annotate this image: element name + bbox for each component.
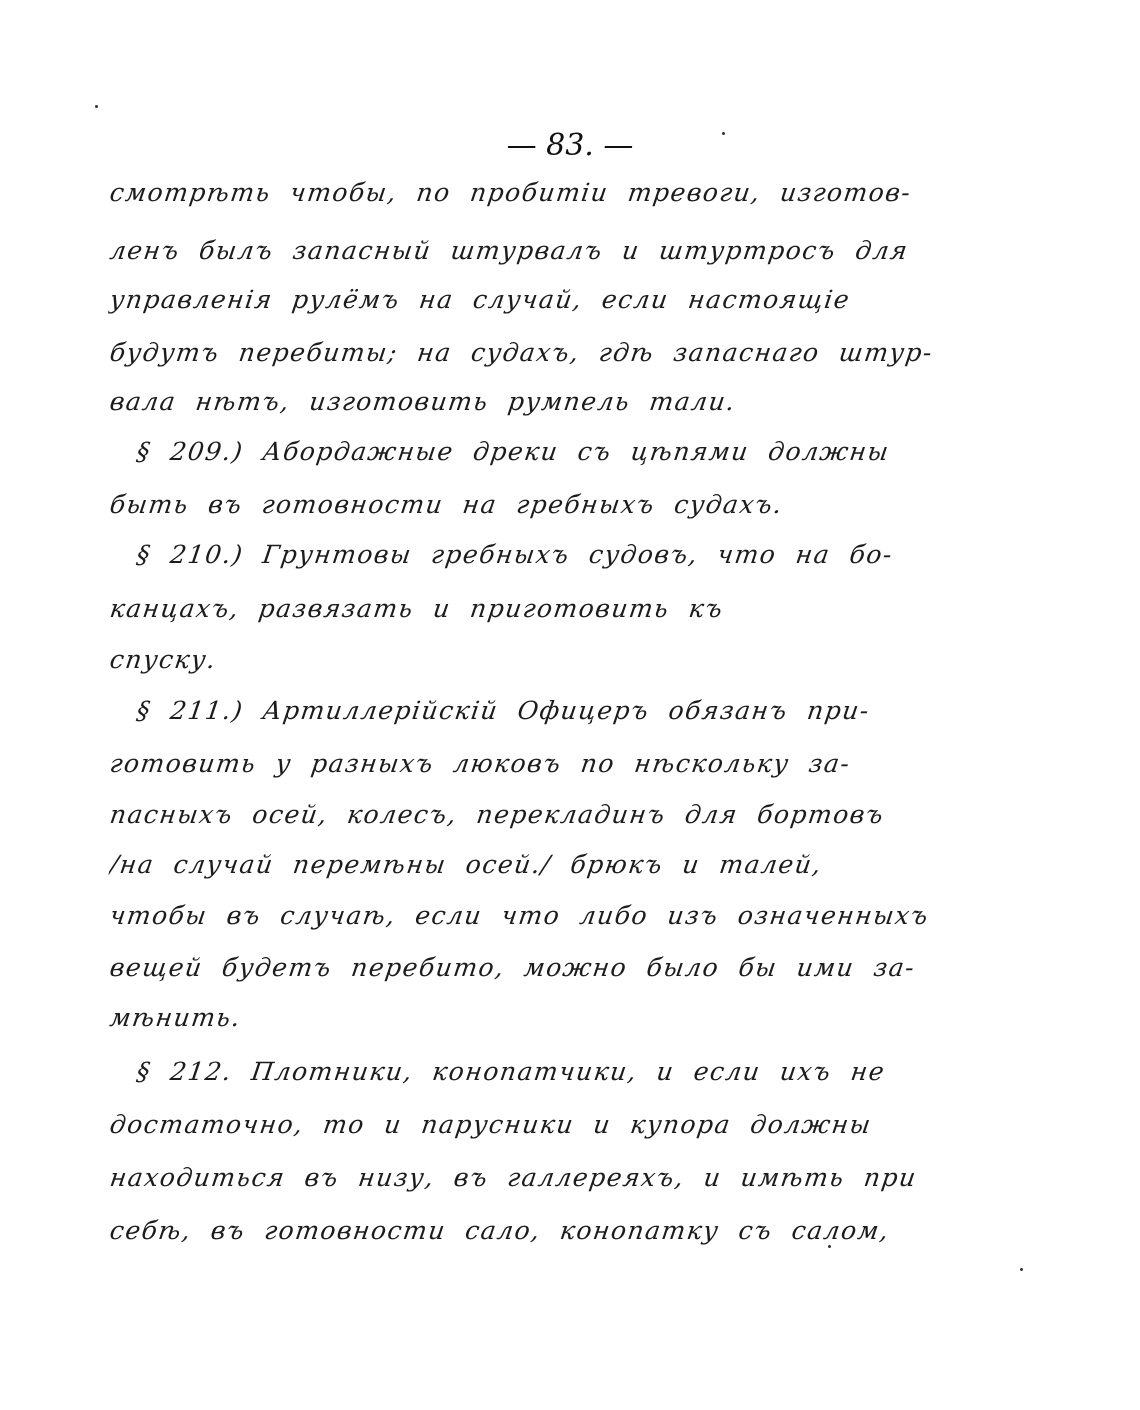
text-line: спуску. (108, 645, 219, 674)
text-line: чтобы въ случаѣ, если что либо изъ означенныхъ (108, 901, 932, 930)
paragraph-210-start: § 210.) Грунтовы гребныхъ судовъ, что на бо- (135, 540, 896, 569)
text-line: канцахъ, развязать и приготовить къ (108, 594, 726, 623)
paragraph-212-start: § 212. Плотники, конопатчики, и если ихъ не (135, 1057, 888, 1086)
text-line: достаточно, то и парусники и купора должны (108, 1110, 874, 1139)
page-number: — 83. — (506, 128, 634, 163)
text-line: управленія рулёмъ на случай, если настоящіе (108, 285, 853, 314)
text-line: пасныхъ осей, колесъ, перекладинъ для бортовъ (108, 800, 887, 829)
text-line: ленъ былъ запасный штурвалъ и штуртросъ для (108, 236, 911, 265)
paper-speck (722, 132, 725, 135)
paper-speck (828, 1245, 831, 1248)
text-line: себѣ, въ готовности сало, конопатку съ салом, (108, 1216, 892, 1245)
paper-speck (1020, 1268, 1023, 1271)
text-line: находиться въ низу, въ галлереяхъ, и имѣть при (108, 1163, 919, 1192)
text-line: смотрѣть чтобы, по пробитіи тревоги, изготов- (108, 178, 914, 207)
paragraph-209-start: § 209.) Абордажные дреки съ цѣпями должны (135, 437, 892, 466)
text-line: вещей будетъ перебито, можно было бы ими за- (108, 953, 918, 982)
paragraph-211-start: § 211.) Артиллерійскій Офицеръ обязанъ при- (135, 696, 872, 725)
text-line: готовить у разныхъ люковъ по нѣскольку за- (108, 749, 853, 778)
text-line: будутъ перебиты; на судахъ, гдѣ запаснаго штур- (108, 338, 936, 367)
text-line: быть въ готовности на гребныхъ судахъ. (108, 490, 785, 519)
paper-speck (95, 105, 98, 108)
text-line: мѣнить. (108, 1003, 244, 1032)
text-line: /на случай перемѣны осей./ брюкъ и талей, (108, 850, 824, 879)
text-line: вала нѣтъ, изготовить румпель тали. (108, 387, 738, 416)
